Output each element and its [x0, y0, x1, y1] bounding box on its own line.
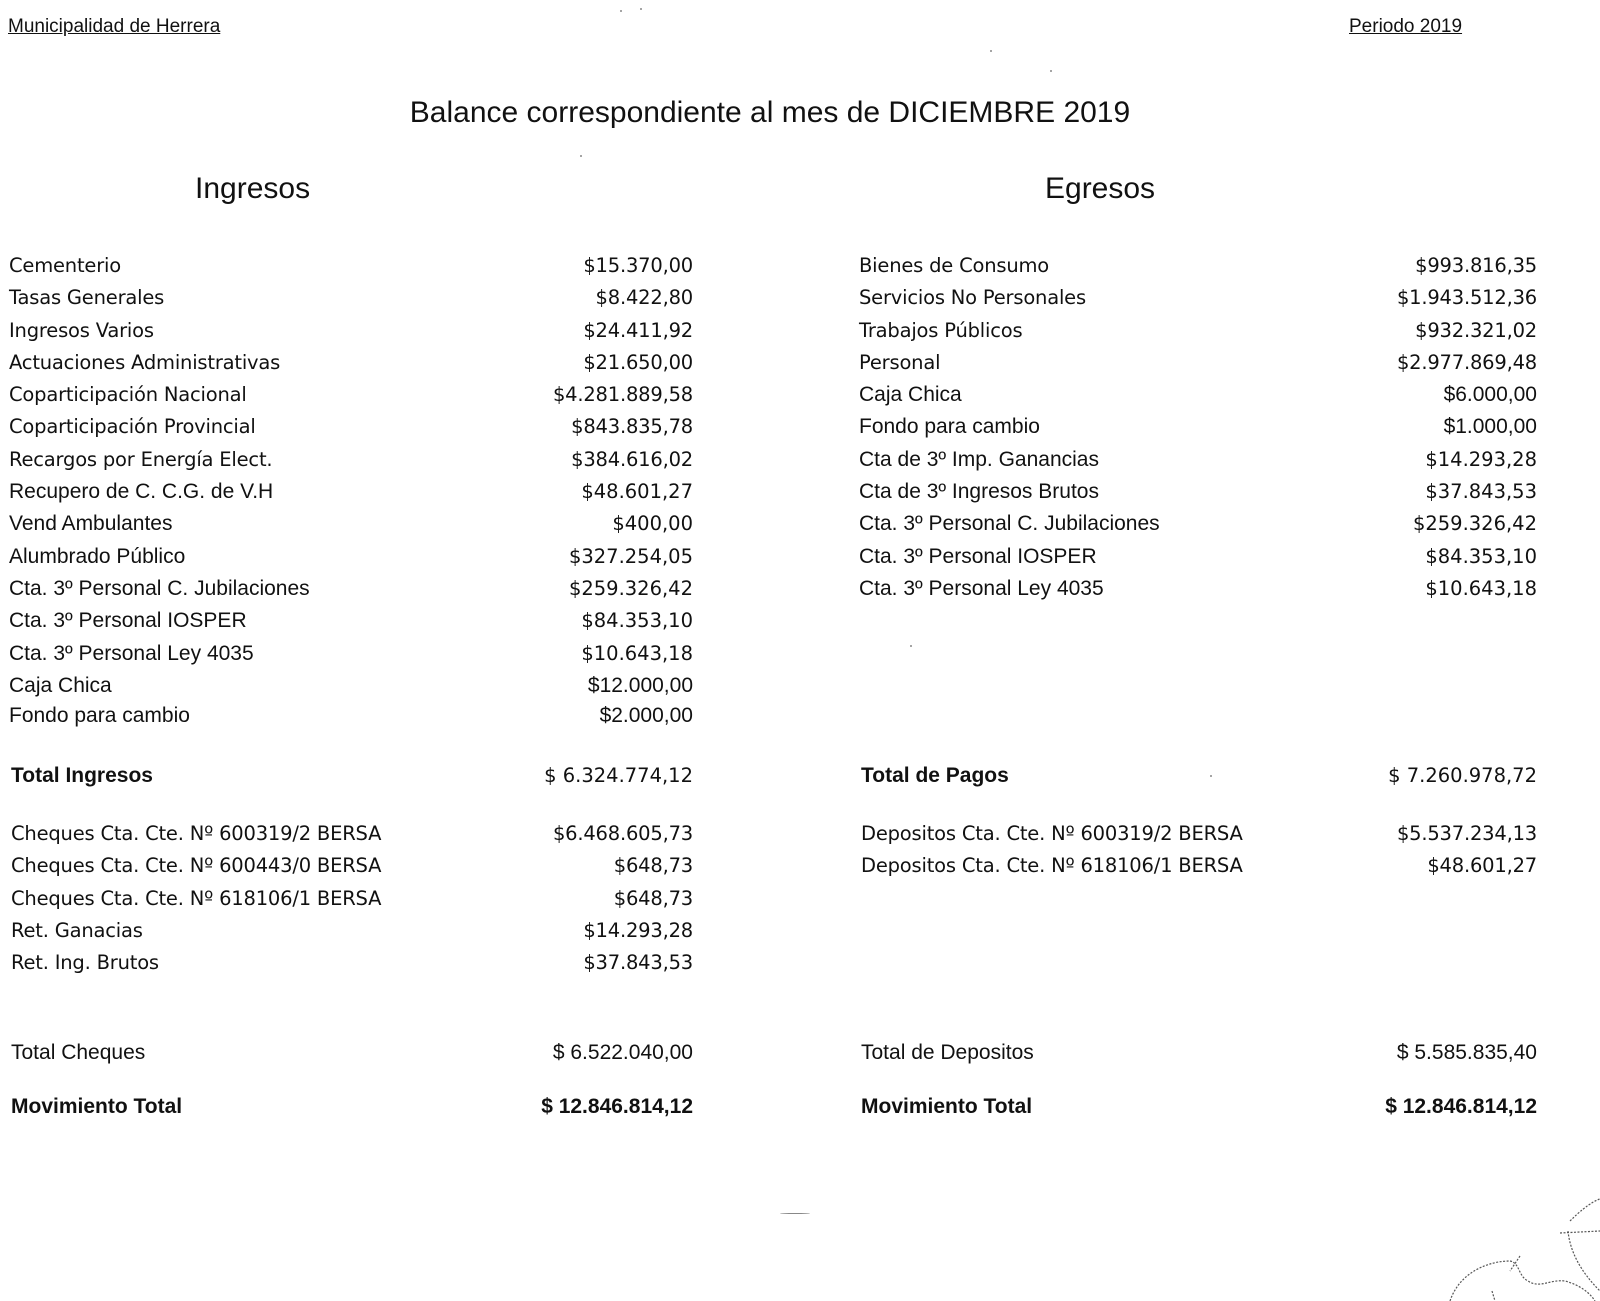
row-amount: $8.422,80: [595, 286, 693, 310]
row-amount: $48.601,27: [1427, 854, 1537, 878]
total-cheques-row: [11, 1041, 693, 1073]
row-label: Trabajos Públicos: [859, 318, 1023, 342]
row-amount: $14.293,28: [583, 918, 693, 942]
scan-speck: [620, 10, 622, 12]
row-label: Depositos Cta. Cte. Nº 600319/2 BERSA: [861, 822, 1243, 845]
ingresos-row: [9, 319, 693, 351]
movimiento-total-row: [861, 1095, 1537, 1127]
cheque-row: [11, 919, 693, 951]
row-label: Cta. 3º Personal Ley 4035: [9, 641, 254, 665]
row-amount: $1.000,00: [1443, 415, 1537, 439]
cheque-row: [11, 887, 693, 919]
row-label: Fondo para cambio: [9, 704, 190, 728]
row-amount: $648,73: [613, 886, 693, 910]
scan-speck: [780, 1213, 810, 1214]
scan-speck: [1210, 775, 1212, 777]
row-label: Tasas Generales: [9, 286, 165, 310]
row-amount: $21.650,00: [583, 350, 693, 374]
deposito-row: [861, 854, 1537, 886]
total-ingresos-row: [11, 764, 693, 796]
row-label: Personal: [859, 350, 941, 374]
row-amount: $932.321,02: [1415, 318, 1537, 342]
ingresos-row: [9, 351, 693, 383]
row-amount: $259.326,42: [568, 576, 693, 600]
row-label: Caja Chica: [9, 673, 112, 697]
row-label: Cta. 3º Personal IOSPER: [859, 544, 1097, 568]
egresos-row: [859, 254, 1537, 286]
row-label: Ingresos Varios: [9, 318, 154, 342]
egresos-row: [859, 415, 1537, 447]
total-pagos-amount: $ 7.260.978,72: [1388, 764, 1537, 787]
row-label: Recupero de C. C.G. de V.H: [9, 480, 274, 504]
total-ingresos-amount: $ 6.324.774,12: [544, 764, 693, 787]
total-depositos: [861, 1041, 1537, 1073]
total-depositos-label: Total de Depositos: [861, 1041, 1034, 1064]
movimiento-total-egresos: [861, 1095, 1537, 1127]
row-label: Caja Chica: [859, 383, 962, 407]
row-label: Fondo para cambio: [859, 415, 1040, 439]
row-label: Cheques Cta. Cte. Nº 600443/0 BERSA: [11, 854, 382, 878]
row-amount: $37.843,53: [583, 951, 693, 975]
total-pagos-label: Total de Pagos: [861, 764, 1009, 787]
row-amount: $12.000,00: [587, 673, 693, 697]
scan-speck: [990, 50, 992, 52]
egresos-row: [859, 351, 1537, 383]
period-label: Periodo 2019: [1349, 16, 1463, 37]
egresos-row: [859, 319, 1537, 351]
row-amount: $2.977.869,48: [1396, 350, 1537, 374]
page-title: Balance correspondiente al mes de DICIEMBRE 2019: [409, 96, 1131, 129]
row-label: Bienes de Consumo: [859, 254, 1050, 277]
row-label: Cta. 3º Personal C. Jubilaciones: [9, 576, 310, 600]
depositos-list: [861, 822, 1537, 887]
row-label: Cementerio: [9, 254, 121, 277]
row-amount: $384.616,02: [571, 447, 693, 471]
ingresos-row: [9, 704, 693, 735]
egresos-row: [859, 448, 1537, 480]
ingresos-row: [9, 577, 693, 609]
scan-speck: [910, 645, 912, 647]
cheque-row: [11, 951, 693, 983]
egresos-list: [859, 254, 1537, 609]
egresos-row: [859, 577, 1537, 609]
row-label: Cta. 3º Personal IOSPER: [9, 609, 247, 633]
signature-icon: [1400, 1161, 1600, 1301]
movimiento-total-label: Movimiento Total: [861, 1095, 1033, 1118]
ingresos-row: [9, 415, 693, 447]
row-label: Cheques Cta. Cte. Nº 618106/1 BERSA: [11, 886, 382, 910]
row-amount: $648,73: [613, 854, 693, 878]
total-depositos-amount: $ 5.585.835,40: [1396, 1041, 1537, 1064]
cheques-list: [11, 822, 693, 983]
row-label: Ret. Ing. Brutos: [11, 951, 159, 975]
row-label: Coparticipación Nacional: [9, 383, 247, 407]
row-label: Cta. 3º Personal Ley 4035: [859, 576, 1104, 600]
row-amount: $15.370,00: [583, 254, 693, 277]
row-amount: $10.643,18: [1425, 576, 1537, 600]
ingresos-row: [9, 480, 693, 512]
row-amount: $84.353,10: [1425, 544, 1537, 568]
total-cheques-amount: $ 6.522.040,00: [552, 1041, 693, 1064]
cheque-row: [11, 854, 693, 886]
row-amount: $259.326,42: [1412, 512, 1537, 536]
total-cheques: [11, 1041, 693, 1073]
ingresos-row: [9, 286, 693, 318]
row-amount: $48.601,27: [581, 480, 693, 504]
movimiento-total-row: [11, 1095, 693, 1127]
row-amount: $4.281.889,58: [552, 383, 693, 407]
row-label: Alumbrado Público: [9, 544, 186, 568]
ingresos-row: [9, 545, 693, 577]
row-amount: $327.254,05: [568, 544, 693, 568]
row-label: Ret. Ganacias: [11, 918, 143, 942]
ingresos-row: [9, 448, 693, 480]
row-label: Cta. 3º Personal C. Jubilaciones: [859, 512, 1160, 536]
row-amount: $24.411,92: [583, 318, 693, 342]
row-label: Cta de 3º Imp. Ganancias: [859, 447, 1099, 471]
total-ingresos: [11, 764, 693, 796]
egresos-row: [859, 383, 1537, 415]
ingresos-row: [9, 512, 693, 544]
row-amount: $6.000,00: [1443, 383, 1537, 407]
scan-speck: [640, 8, 642, 10]
egresos-heading: Egresos: [1045, 172, 1156, 205]
row-amount: $5.537.234,13: [1396, 822, 1537, 845]
total-depositos-row: [861, 1041, 1537, 1073]
ingresos-heading: Ingresos: [195, 172, 311, 205]
row-amount: $843.835,78: [571, 415, 693, 439]
movimiento-total-amount: $ 12.846.814,12: [541, 1095, 693, 1118]
row-label: Vend Ambulantes: [9, 512, 173, 536]
ingresos-row: [9, 642, 693, 674]
row-amount: $84.353,10: [581, 609, 693, 633]
scan-speck: [580, 155, 582, 157]
ingresos-list: [9, 254, 693, 735]
egresos-row: [859, 512, 1537, 544]
ingresos-row: [9, 383, 693, 415]
scan-speck: [1050, 70, 1052, 72]
row-label: Actuaciones Administrativas: [9, 350, 281, 374]
deposito-row: [861, 822, 1537, 854]
row-amount: $400,00: [612, 512, 693, 536]
total-cheques-label: Total Cheques: [11, 1041, 146, 1064]
row-label: Cheques Cta. Cte. Nº 600319/2 BERSA: [11, 822, 382, 845]
row-amount: $2.000,00: [599, 704, 693, 728]
row-amount: $6.468.605,73: [552, 822, 693, 845]
egresos-row: [859, 480, 1537, 512]
row-label: Depositos Cta. Cte. Nº 618106/1 BERSA: [861, 854, 1243, 878]
movimiento-total-ingresos: [11, 1095, 693, 1127]
ingresos-row: [9, 254, 693, 286]
organization-name: Municipalidad de Herrera: [8, 16, 221, 37]
row-label: Servicios No Personales: [859, 286, 1086, 310]
row-amount: $37.843,53: [1425, 480, 1537, 504]
movimiento-total-amount: $ 12.846.814,12: [1385, 1095, 1537, 1118]
cheque-row: [11, 822, 693, 854]
row-label: Cta de 3º Ingresos Brutos: [859, 480, 1099, 504]
row-amount: $993.816,35: [1415, 254, 1537, 277]
row-label: Recargos por Energía Elect.: [9, 447, 273, 471]
egresos-row: [859, 545, 1537, 577]
total-pagos-row: [861, 764, 1537, 796]
egresos-row: [859, 286, 1537, 318]
ingresos-row: [9, 674, 693, 705]
total-pagos: [861, 764, 1537, 796]
row-amount: $14.293,28: [1425, 447, 1537, 471]
row-amount: $10.643,18: [581, 641, 693, 665]
ingresos-row: [9, 609, 693, 641]
total-ingresos-label: Total Ingresos: [11, 764, 153, 787]
movimiento-total-label: Movimiento Total: [11, 1095, 183, 1118]
row-amount: $1.943.512,36: [1396, 286, 1537, 310]
row-label: Coparticipación Provincial: [9, 415, 256, 439]
